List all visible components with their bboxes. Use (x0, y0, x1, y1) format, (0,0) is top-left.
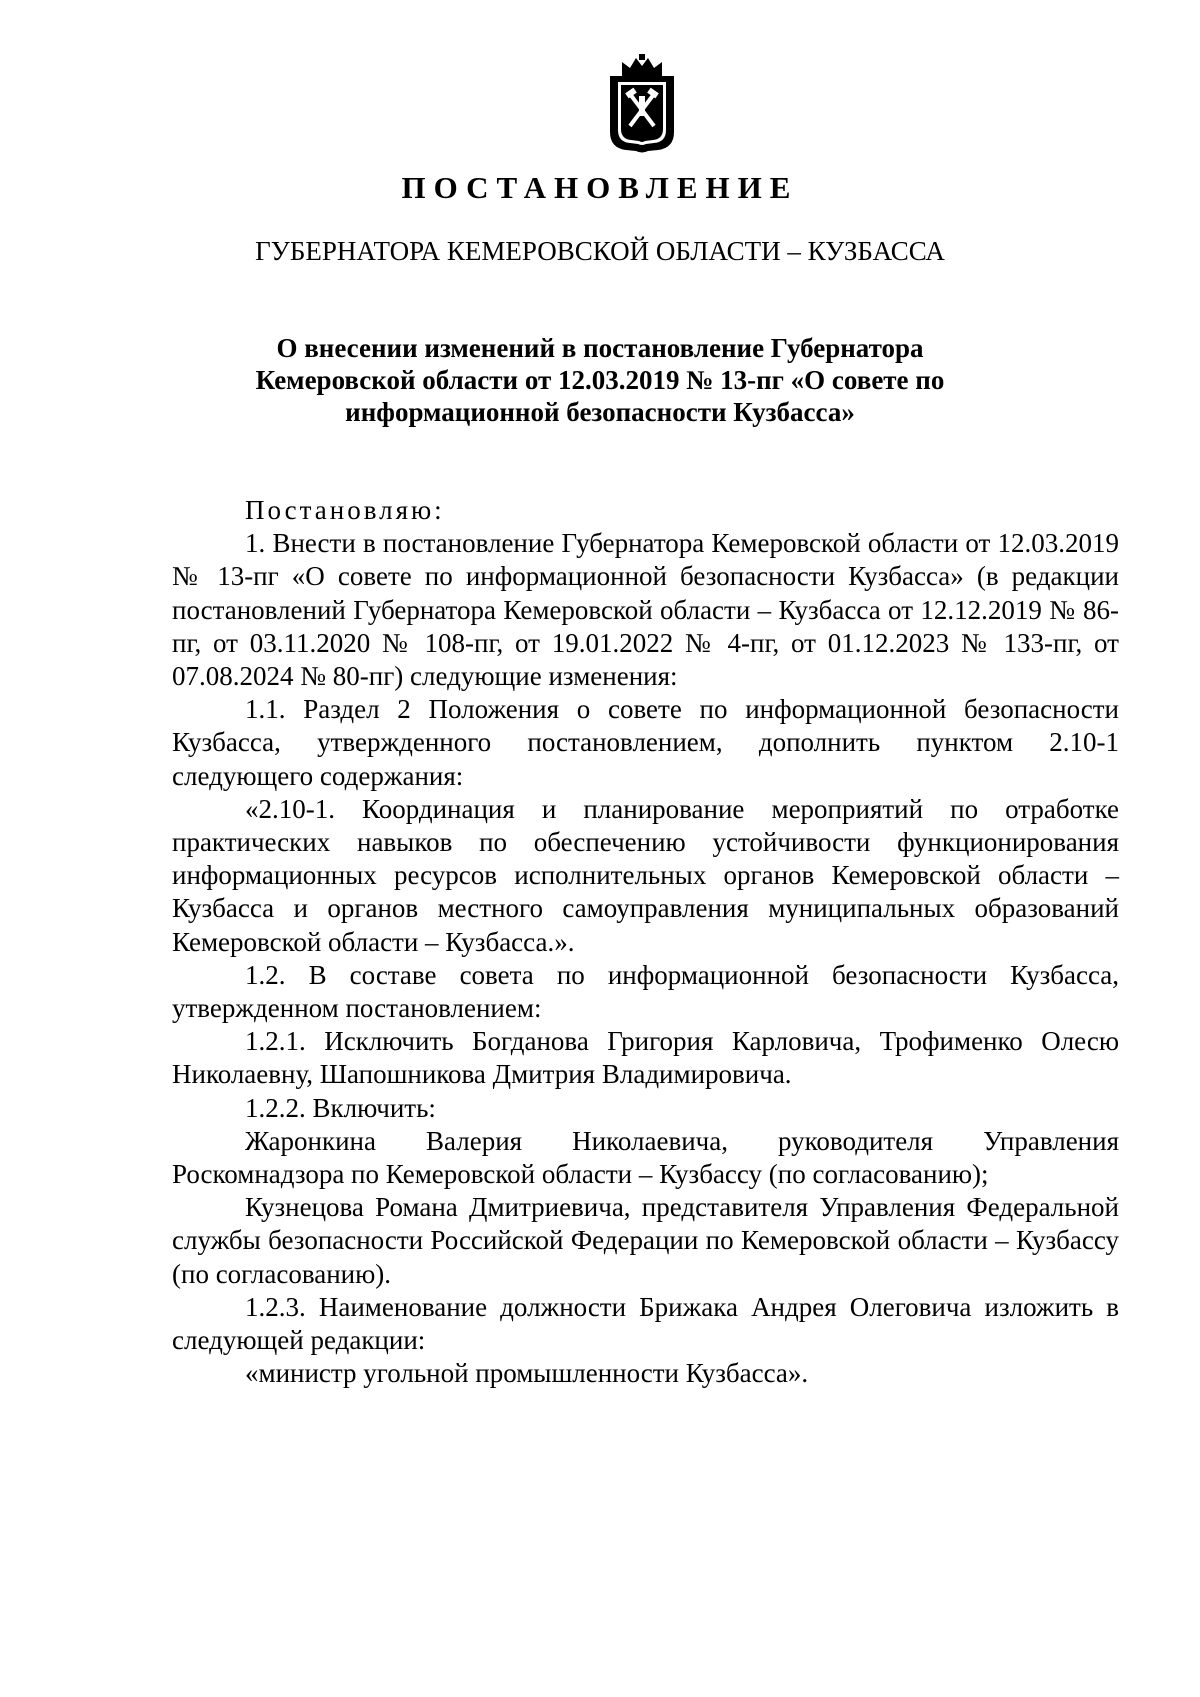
paragraph-item-1: 1. Внести в постановление Губернатора Кемеровской области от 12.03.2019 № 13-пг «О совете по информационной безопасности Кузбасса» (в редакции постановлений Губернатора Кемеровской области – Кузбасса от 12.12.2019 № 86-пг, от 03.11.2020 № 108-пг, от 19.01.2022 № 4-пг, от 01.12.2023 № 133-пг, от 07.08.2024 № 80-пг) следующие изменения: (172, 528, 1119, 692)
title-line: О внесении изменений в постановление Губернатора (276, 333, 924, 363)
paragraph-item-1-2: 1.2. В составе совета по информационной безопасности Кузбасса, утвержденном постановлением: (172, 959, 1119, 1024)
document-type-heading: ПОСТАНОВЛЕНИЕ (401, 170, 799, 205)
document-title (240, 332, 960, 428)
title-line: Кемеровской области от 12.03.2019 № 13-пг «О совете по (255, 365, 945, 395)
document-body (172, 494, 1119, 1390)
issuer-heading: ГУБЕРНАТОРА КЕМЕРОВСКОЙ ОБЛАСТИ – КУЗБАССА (255, 236, 945, 266)
paragraph-new-position: «министр угольной промышленности Кузбасса». (245, 1358, 809, 1389)
paragraph-item-1-2-3: 1.2.3. Наименование должности Брижака Андрея Олеговича изложить в следующей редакции: (172, 1291, 1119, 1356)
paragraph-item-1-1: 1.1. Раздел 2 Положения о совете по информационной безопасности Кузбасса, утвержденного постановлением, дополнить пунктом 2.10-1 следующего содержания: (172, 694, 1119, 791)
title-line: информационной безопасности Кузбасса» (345, 397, 855, 427)
paragraph-item-1-2-2: 1.2.2. Включить: (245, 1092, 436, 1123)
paragraph-member-kuznetsov: Кузнецова Романа Дмитриевича, представителя Управления Федеральной службы безопасности Российской Федерации по Кемеровской области – Кузбассу (по согласованию). (172, 1192, 1119, 1289)
paragraph-item-1-2-1: 1.2.1. Исключить Богданова Григория Карловича, Трофименко Олесю Николаевну, Шапошникова Дмитрия Владимировича. (172, 1026, 1119, 1090)
decree-opening: Постановляю: (245, 495, 445, 525)
paragraph-member-zharonkin: Жаронкина Валерия Николаевича, руководителя Управления Роскомнадзора по Кемеровской области – Кузбассу (по согласованию); (172, 1125, 1119, 1190)
paragraph-quote-2-10-1: «2.10-1. Координация и планирование мероприятий по отработке практических навыков по обеспечению устойчивости функционирования информационных ресурсов исполнительных органов Кемеровской области – Кузбасса и органов местного самоуправления муниципальных образований Кемеровской области – Кузбасса.». (172, 793, 1119, 957)
coat-of-arms-icon (602, 54, 682, 156)
